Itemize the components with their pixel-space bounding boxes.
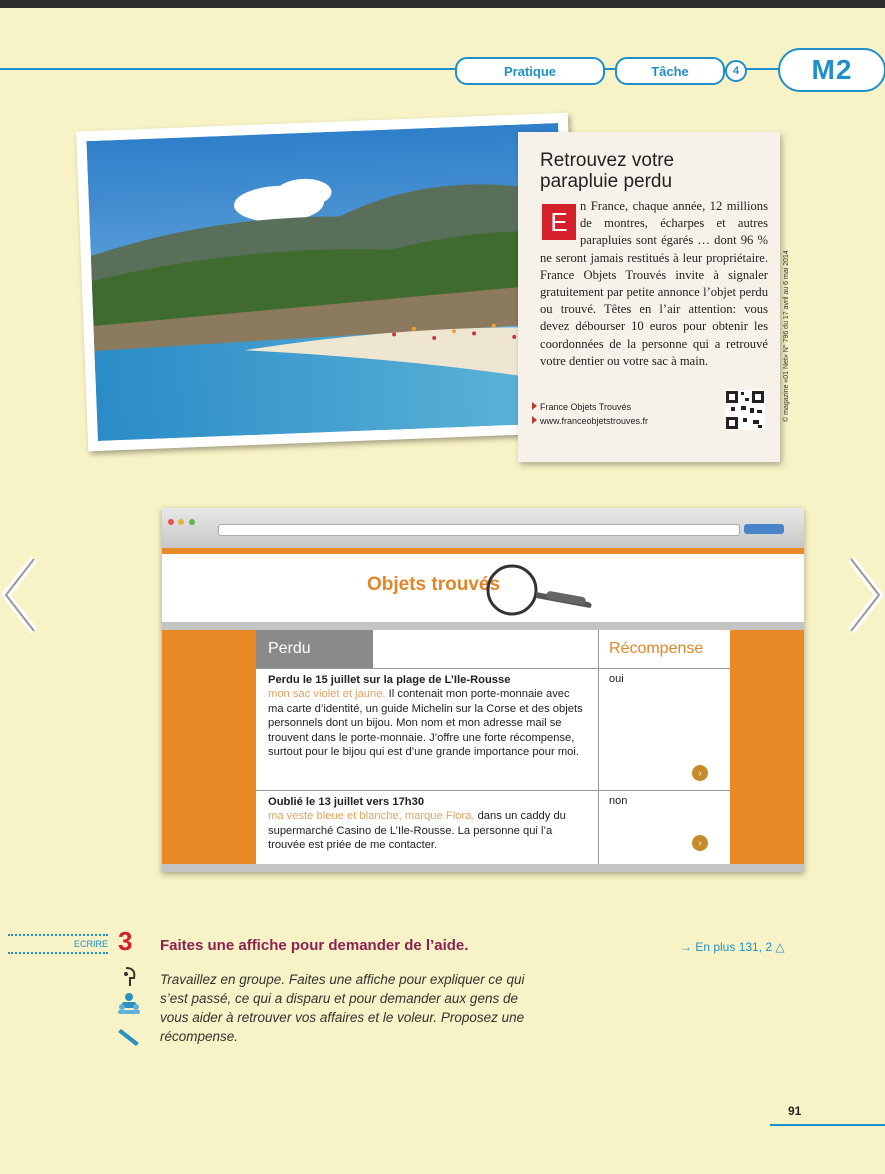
page-number: 91 (788, 1104, 802, 1118)
row-description (268, 795, 586, 853)
article-dropcap: E (542, 204, 576, 240)
lost-items-table (256, 630, 730, 864)
nav-pratique-label: Pratique (503, 63, 556, 79)
nav-pratique (455, 57, 605, 85)
top-bar (0, 0, 885, 8)
magnifier-icon (480, 560, 598, 618)
row-highlight: ma veste bleue et blanche, marque Flora, (268, 810, 475, 823)
row-reward: oui (598, 669, 730, 791)
nav-tache-label: Tâche (651, 63, 689, 79)
article-source-name: France Objets Trouvés (532, 402, 631, 412)
exercise-task: Faites une affiche pour demander de l’aide. (160, 937, 469, 954)
article-title: Retrouvez votre parapluie perdu (540, 150, 675, 192)
exercise-number: 3 (118, 926, 133, 956)
article-body: n France, chaque année, 12 millions de montres, écharpes et autres parapluies sont égarés … dont 96 % ne seront jamais restitués à leur propriétaire. France Objets Trouvés invite à signaler gratuitement par petite annonce l’objet perdu ou trouvé. Têtes en l’air attention: vous devez débourser 10 euros pour obtenir les coordonnées de la personne qui a retrouvé votre dentier ou votre sac à main. (540, 199, 768, 368)
site-nav-stripe (162, 622, 804, 630)
beach-photo-image (86, 123, 569, 441)
article-credit: © magazine «01 Net» N° 796 du 17 avril au 6 mai 2014 (783, 250, 790, 422)
exercise-label: ECRIRE (8, 934, 108, 954)
footer-line (770, 1124, 885, 1126)
group-work-icon (116, 992, 142, 1014)
row-description (268, 673, 586, 759)
beach-photo (76, 113, 580, 452)
pencil-icon (116, 1026, 142, 1048)
go-button (744, 524, 784, 534)
row-text: dans un caddy du supermarché Casino de L’Ile-Rousse. La personne qui l’a trouvée est priée de me contacter. (268, 810, 566, 852)
browser-chrome (162, 508, 804, 548)
site-title: Objets trouvés (367, 574, 501, 595)
previous-page-arrow-icon[interactable] (0, 555, 40, 635)
site-header (162, 554, 804, 622)
header-line (0, 68, 885, 70)
column-header-lost: Perdu (256, 630, 373, 668)
site-bottom-stripe (162, 864, 804, 872)
article-source-url: www.franceobjetstrouves.fr (532, 416, 648, 426)
qr-code-icon (725, 390, 765, 430)
exercise-instructions: Travaillez en groupe. Faites une affiche pour expliquer ce qui s’est passé, ce qui a disparu et pour demander aux gens de vous aider à retrouver vos affaires et le voleur. Proposez une récompense. (160, 972, 525, 1044)
column-header-reward: Récompense (598, 630, 730, 668)
browser-illustration (162, 508, 804, 872)
next-page-arrow-icon[interactable] (845, 555, 885, 635)
row-heading: Oublié le 13 juillet vers 17h30 (268, 796, 425, 808)
module-badge: M2 (778, 48, 885, 92)
site-left-column (162, 630, 256, 864)
nav-tache (615, 57, 725, 85)
article-body-wrap (540, 198, 768, 370)
row-highlight: mon sac violet et jaune. (268, 688, 386, 701)
site-right-column (730, 630, 804, 864)
address-bar (218, 524, 740, 536)
en-plus-link[interactable]: → En plus 131, 2 △ (680, 940, 785, 954)
row-text: Il contenait mon porte-monnaie avec ma carte d’identité, un guide Michelin sur la Corse et des objets personnels dont un bijou. Mon nom et mon adresse mail se trouvent dans le porte-monnaie. J’offre une forte récompense, surtout pour le bijou qui est d’une grande importance pour moi. (268, 688, 583, 759)
table-row (256, 668, 730, 791)
newspaper-clipping (518, 132, 780, 462)
row-reward: non (598, 791, 730, 865)
row-heading: Perdu le 15 juillet sur la plage de L’Ile-Rousse (268, 674, 511, 686)
puzzle-head-icon (116, 966, 142, 988)
window-buttons (168, 512, 195, 530)
table-row (256, 790, 730, 865)
row-arrow-icon[interactable]: › (692, 765, 708, 781)
task-number-badge: 4 (725, 60, 747, 82)
row-arrow-icon[interactable]: › (692, 835, 708, 851)
